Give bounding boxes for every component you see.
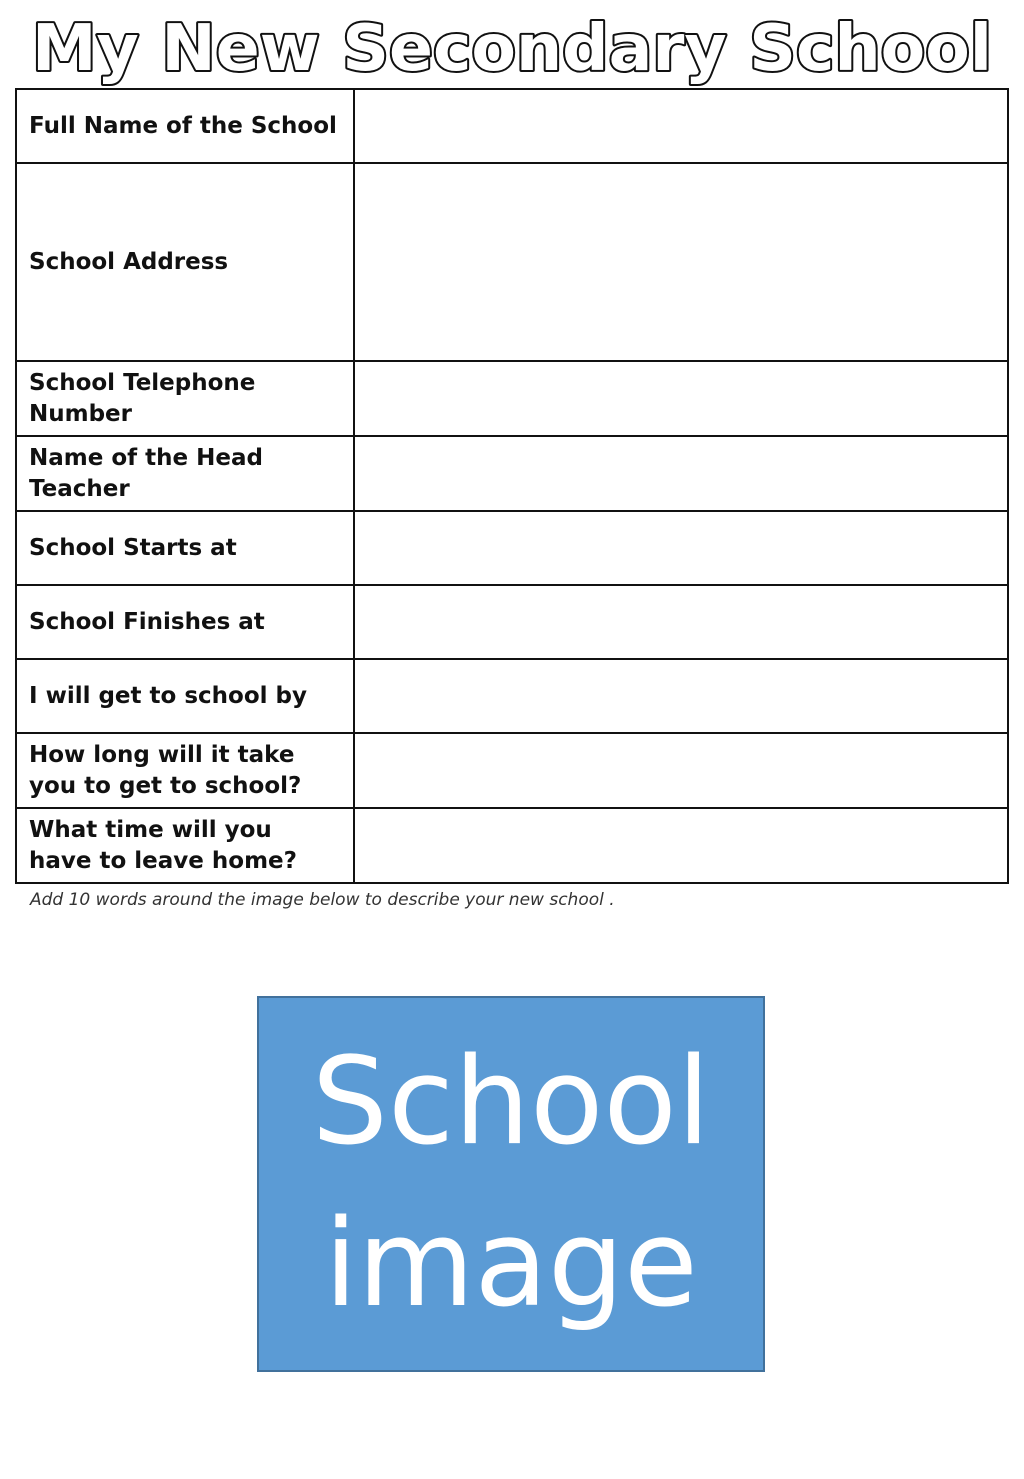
form-row [16, 511, 1008, 585]
form-row [16, 89, 1008, 163]
page-title-banner [0, 0, 1024, 88]
field-label: Full Name of the School [16, 89, 354, 163]
field-label: What time will you have to leave home? [16, 808, 354, 883]
form-row [16, 733, 1008, 808]
school-name-answer-cell[interactable] [354, 89, 1008, 163]
travel-method-answer-cell[interactable] [354, 659, 1008, 733]
form-row [16, 163, 1008, 361]
field-label: How long will it take you to get to school? [16, 733, 354, 808]
form-row [16, 585, 1008, 659]
form-row [16, 808, 1008, 883]
instruction-text: Add 10 words around the image below to describe your new school . [30, 890, 615, 910]
travel-duration-answer-cell[interactable] [354, 733, 1008, 808]
start-time-answer-cell[interactable] [354, 511, 1008, 585]
field-label: I will get to school by [16, 659, 354, 733]
telephone-answer-cell[interactable] [354, 361, 1008, 436]
field-label: School Finishes at [16, 585, 354, 659]
leave-home-answer-cell[interactable] [354, 808, 1008, 883]
field-label: Name of the Head Teacher [16, 436, 354, 511]
form-row [16, 361, 1008, 436]
school-address-answer-cell[interactable] [354, 163, 1008, 361]
form-row [16, 436, 1008, 511]
form-row [16, 659, 1008, 733]
head-teacher-answer-cell[interactable] [354, 436, 1008, 511]
page-title: My New Secondary School [32, 12, 992, 86]
image-placeholder-line-1: School [311, 1033, 711, 1172]
field-label: School Address [16, 163, 354, 361]
field-label: School Starts at [16, 511, 354, 585]
field-label: School Telephone Number [16, 361, 354, 436]
school-image-placeholder[interactable] [257, 996, 765, 1372]
image-placeholder-line-2: image [324, 1195, 698, 1334]
school-info-form [15, 88, 1009, 884]
finish-time-answer-cell[interactable] [354, 585, 1008, 659]
